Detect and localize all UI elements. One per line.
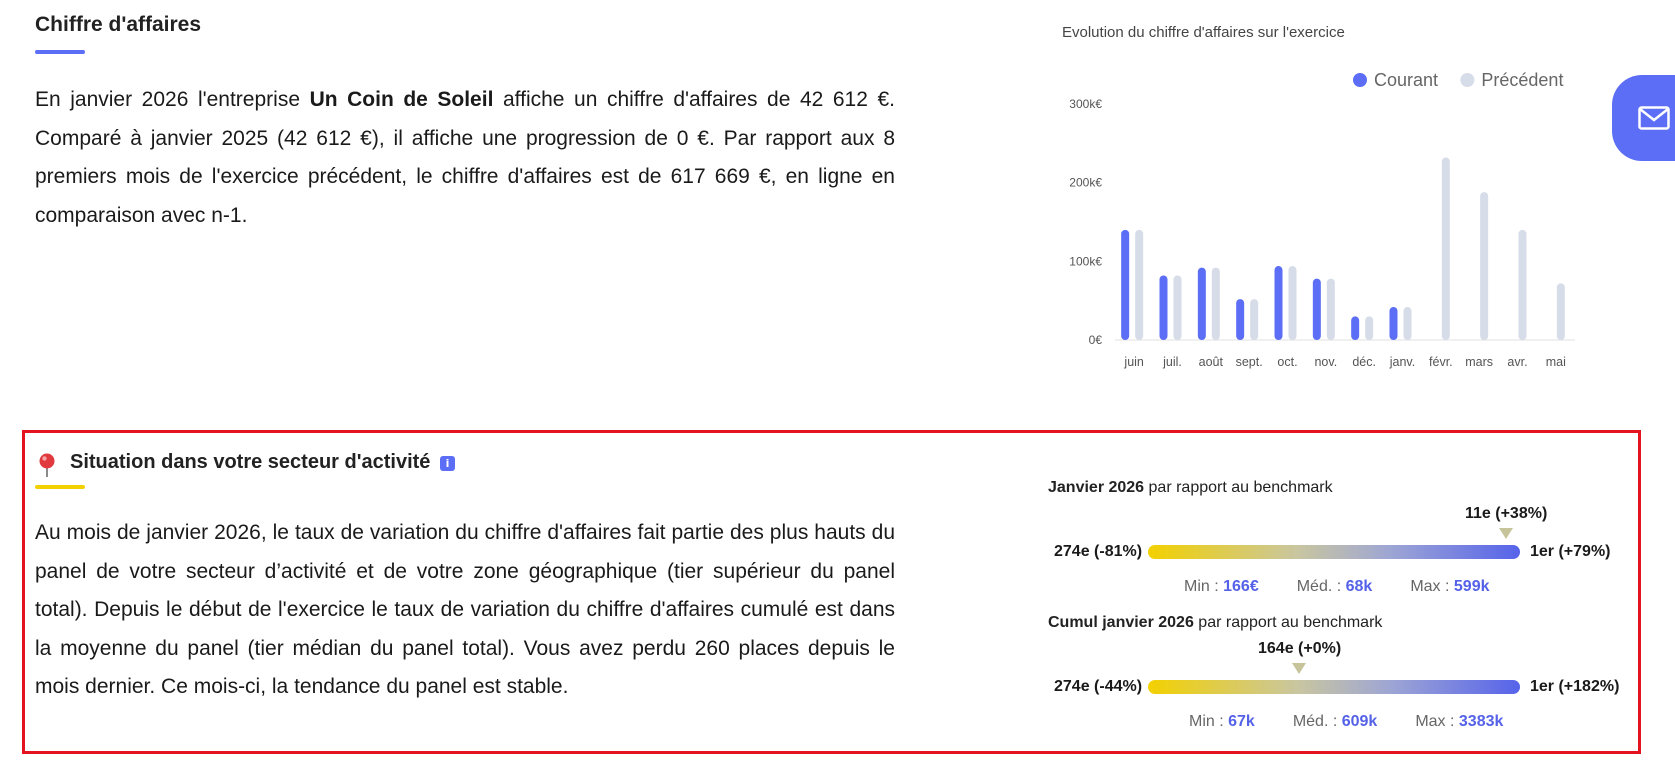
cumul-max-label: Max : bbox=[1415, 713, 1459, 730]
company-name: Un Coin de Soleil bbox=[309, 88, 494, 111]
contact-mail-button[interactable] bbox=[1612, 75, 1675, 161]
monthly-max-label: Max : bbox=[1410, 578, 1454, 595]
revenue-summary-intro: En janvier 2026 l'entreprise bbox=[35, 88, 310, 111]
revenue-bar-chart bbox=[1060, 62, 1580, 382]
monthly-stats bbox=[1184, 578, 1489, 596]
bar-courant bbox=[1121, 230, 1129, 340]
benchmark-section-title: Situation dans votre secteur d'activité bbox=[70, 451, 431, 473]
x-tick-label: janv. bbox=[1389, 355, 1416, 369]
bar-précédent bbox=[1480, 192, 1488, 340]
x-tick-label: oct. bbox=[1277, 355, 1298, 369]
monthly-rank-marker bbox=[1499, 528, 1513, 539]
x-tick-label: mars bbox=[1465, 355, 1494, 369]
cumul-suffix: par rapport au benchmark bbox=[1193, 614, 1383, 631]
bar-précédent bbox=[1289, 266, 1297, 340]
monthly-med-value: 68k bbox=[1345, 578, 1373, 595]
monthly-suffix: par rapport au benchmark bbox=[1144, 479, 1333, 496]
monthly-rank-gauge bbox=[1148, 545, 1520, 559]
cumul-rank-marker-label: 164e (+0%) bbox=[1258, 640, 1342, 657]
cumul-worst-rank: 274e (-44%) bbox=[1054, 678, 1143, 695]
monthly-worst-rank: 274e (-81%) bbox=[1054, 543, 1143, 560]
cumul-rank-marker bbox=[1292, 663, 1306, 674]
monthly-best-rank: 1er (+79%) bbox=[1530, 543, 1611, 560]
monthly-min-label: Min : bbox=[1184, 578, 1224, 595]
bar-précédent bbox=[1365, 316, 1373, 340]
bar-courant bbox=[1160, 275, 1168, 340]
x-tick-label: déc. bbox=[1352, 355, 1376, 369]
y-tick-label: 300k€ bbox=[1069, 97, 1102, 111]
monthly-max-value: 599k bbox=[1453, 578, 1490, 595]
cumul-period: Cumul janvier 2026 bbox=[1048, 614, 1194, 631]
revenue-summary-body: affiche un chiffre d'affaires de 42 612 €. Comparé à janvier 2025 (42 612 €), il affiche une progression de 0 €. Par rapport aux 8 premiers mois de l'exercice précédent, le chiffre d'affaires est de 617 669 €, en ligne en comparaison avec n-1. bbox=[35, 88, 895, 227]
x-tick-label: août bbox=[1198, 355, 1224, 369]
bar-précédent bbox=[1250, 299, 1258, 340]
bar-courant bbox=[1275, 266, 1283, 340]
monthly-period: Janvier 2026 bbox=[1048, 479, 1145, 496]
revenue-section-title: Chiffre d'affaires bbox=[35, 13, 202, 36]
y-tick-label: 0€ bbox=[1088, 333, 1102, 347]
bar-précédent bbox=[1212, 268, 1220, 340]
benchmark-title-underline bbox=[35, 485, 85, 489]
bar-courant bbox=[1313, 279, 1321, 340]
legend-swatch bbox=[1353, 73, 1367, 87]
legend-label: Courant bbox=[1374, 70, 1439, 90]
bar-précédent bbox=[1519, 230, 1527, 340]
bar-précédent bbox=[1557, 283, 1565, 340]
bar-précédent bbox=[1442, 157, 1450, 340]
bar-courant bbox=[1236, 299, 1244, 340]
cumul-benchmark-heading bbox=[1048, 614, 1382, 632]
x-tick-label: sept. bbox=[1235, 355, 1263, 369]
cumul-med-label: Méd. : bbox=[1292, 713, 1342, 730]
x-tick-label: juil. bbox=[1163, 355, 1182, 369]
bar-courant bbox=[1351, 316, 1359, 340]
monthly-rank-marker-label: 11e (+38%) bbox=[1465, 505, 1548, 522]
y-tick-label: 100k€ bbox=[1069, 254, 1102, 269]
monthly-min-value: 166€ bbox=[1223, 578, 1259, 595]
cumul-rank-gauge bbox=[1148, 680, 1520, 694]
bar-courant bbox=[1198, 268, 1206, 340]
x-tick-label: févr. bbox=[1429, 355, 1453, 369]
chart-title: Evolution du chiffre d'affaires sur l'exercice bbox=[1062, 24, 1345, 41]
cumul-min-label: Min : bbox=[1189, 713, 1229, 730]
cumul-best-rank: 1er (+182%) bbox=[1530, 678, 1620, 695]
monthly-med-label: Méd. : bbox=[1296, 578, 1346, 595]
bar-précédent bbox=[1135, 230, 1143, 340]
bar-courant bbox=[1390, 307, 1398, 340]
info-icon[interactable]: i bbox=[440, 456, 455, 471]
x-tick-label: nov. bbox=[1314, 355, 1338, 369]
revenue-summary bbox=[35, 81, 895, 235]
x-tick-label: mai bbox=[1545, 355, 1566, 369]
monthly-benchmark-heading bbox=[1048, 479, 1333, 497]
y-tick-label: 200k€ bbox=[1069, 175, 1102, 190]
pushpin-icon bbox=[37, 452, 57, 478]
benchmark-summary: Au mois de janvier 2026, le taux de variation du chiffre d'affaires fait partie des plus hauts du panel de votre secteur d’activité et de votre zone géographique (tier supérieur du panel total). Depuis le début de l'exercice le taux de variation du chiffre d'affaires cumulé est dans la moyenne du panel (tier médian du panel total). Vous avez perdu 260 places depuis le mois dernier. Ce mois-ci, la tendance du panel est stable. bbox=[35, 521, 895, 698]
legend-label: Précédent bbox=[1481, 70, 1564, 90]
bar-précédent bbox=[1404, 307, 1412, 340]
bar-précédent bbox=[1174, 275, 1182, 340]
x-tick-label: juin bbox=[1124, 355, 1144, 369]
revenue-title-underline bbox=[35, 50, 85, 54]
cumul-stats bbox=[1189, 713, 1503, 731]
legend-swatch bbox=[1460, 73, 1474, 87]
bar-précédent bbox=[1327, 279, 1335, 340]
mail-icon bbox=[1638, 106, 1670, 130]
cumul-med-value: 609k bbox=[1341, 713, 1378, 730]
cumul-max-value: 3383k bbox=[1458, 713, 1504, 730]
cumul-min-value: 67k bbox=[1228, 713, 1255, 730]
x-tick-label: avr. bbox=[1507, 355, 1528, 369]
